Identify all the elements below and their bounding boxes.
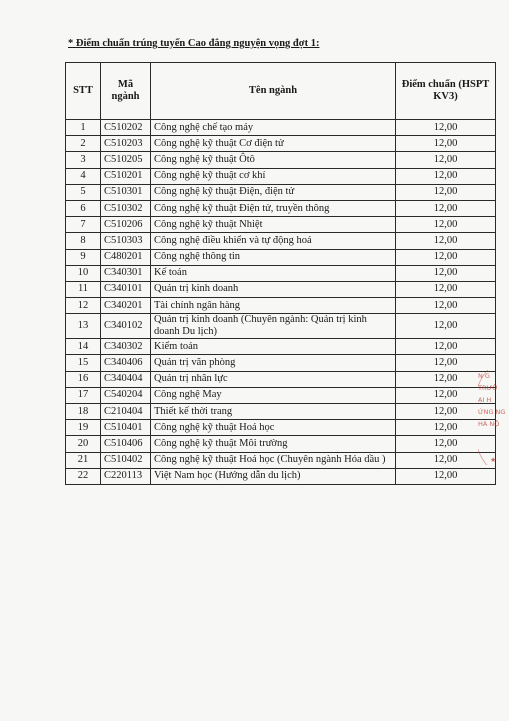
row-name: Thiết kế thời trang	[151, 404, 396, 420]
table-row	[66, 371, 496, 387]
row-name: Tài chính ngân hàng	[151, 298, 396, 314]
row-code: C340301	[101, 265, 151, 281]
table-row	[66, 120, 496, 136]
table-row	[66, 404, 496, 420]
row-name: Việt Nam học (Hướng dẫn du lịch)	[151, 468, 396, 484]
table-row	[66, 168, 496, 184]
row-score: 12,00	[396, 387, 496, 403]
row-score: 12,00	[396, 404, 496, 420]
row-score: 12,00	[396, 249, 496, 265]
row-stt: 1	[66, 120, 101, 136]
row-name: Công nghệ kỹ thuật Môi trường	[151, 436, 396, 452]
table-row	[66, 452, 496, 468]
row-name: Kiểm toán	[151, 339, 396, 355]
seal-text-line: N G	[478, 372, 490, 380]
table-row	[66, 184, 496, 200]
row-score: 12,00	[396, 468, 496, 484]
row-stt: 17	[66, 387, 101, 403]
row-code: C210404	[101, 404, 151, 420]
column-header-stt: STT	[66, 63, 101, 120]
row-score: 12,00	[396, 168, 496, 184]
table-body	[66, 120, 496, 485]
row-stt: 12	[66, 298, 101, 314]
row-code: C480201	[101, 249, 151, 265]
row-score: 12,00	[396, 452, 496, 468]
table-row	[66, 217, 496, 233]
row-code: C510402	[101, 452, 151, 468]
row-stt: 6	[66, 200, 101, 216]
column-header-name: Tên ngành	[151, 63, 396, 120]
row-name: Công nghệ kỹ thuật Hoá học	[151, 420, 396, 436]
row-stt: 10	[66, 265, 101, 281]
table-row	[66, 314, 496, 339]
row-name: Công nghệ kỹ thuật Cơ điện tử	[151, 136, 396, 152]
seal-text-line: HÀ NỘ	[478, 420, 500, 428]
table-row	[66, 436, 496, 452]
table-row	[66, 355, 496, 371]
row-name: Công nghệ May	[151, 387, 396, 403]
row-name: Quản trị nhân lực	[151, 371, 396, 387]
row-code: C540204	[101, 387, 151, 403]
row-stt: 5	[66, 184, 101, 200]
row-code: C510201	[101, 168, 151, 184]
row-stt: 16	[66, 371, 101, 387]
table-row	[66, 387, 496, 403]
row-name: Công nghệ điều khiển và tự động hoá	[151, 233, 396, 249]
row-score: 12,00	[396, 233, 496, 249]
row-stt: 15	[66, 355, 101, 371]
row-name: Quản trị kinh doanh	[151, 281, 396, 297]
row-name: Công nghệ kỹ thuật Điện tử, truyền thông	[151, 200, 396, 216]
seal-star-icon: ★	[490, 456, 497, 464]
row-score: 12,00	[396, 371, 496, 387]
row-stt: 19	[66, 420, 101, 436]
table-row	[66, 339, 496, 355]
table-row	[66, 298, 496, 314]
row-code: C510203	[101, 136, 151, 152]
row-score: 12,00	[396, 339, 496, 355]
row-name: Quản trị văn phòng	[151, 355, 396, 371]
row-code: C510303	[101, 233, 151, 249]
row-code: C510301	[101, 184, 151, 200]
row-code: C220113	[101, 468, 151, 484]
seal-text-line: TRƯỜ	[478, 384, 498, 392]
row-score: 12,00	[396, 355, 496, 371]
row-score: 12,00	[396, 217, 496, 233]
row-score: 12,00	[396, 136, 496, 152]
row-code: C340302	[101, 339, 151, 355]
row-name: Công nghệ kỹ thuật Ôtô	[151, 152, 396, 168]
row-code: C510205	[101, 152, 151, 168]
row-score: 12,00	[396, 314, 496, 339]
row-stt: 2	[66, 136, 101, 152]
row-stt: 3	[66, 152, 101, 168]
row-score: 12,00	[396, 281, 496, 297]
table-row	[66, 420, 496, 436]
table-header-row	[66, 63, 496, 120]
row-code: C340201	[101, 298, 151, 314]
row-name: Công nghệ kỹ thuật cơ khí	[151, 168, 396, 184]
section-heading: * Điểm chuẩn trúng tuyển Cao đẳng nguyện vọng đợt 1:	[68, 38, 320, 49]
row-stt: 22	[66, 468, 101, 484]
row-code: C340406	[101, 355, 151, 371]
row-stt: 20	[66, 436, 101, 452]
column-header-code: Mã ngành	[101, 63, 151, 120]
row-stt: 21	[66, 452, 101, 468]
row-code: C510202	[101, 120, 151, 136]
row-score: 12,00	[396, 420, 496, 436]
table-row	[66, 281, 496, 297]
row-stt: 11	[66, 281, 101, 297]
row-name: Công nghệ chế tạo máy	[151, 120, 396, 136]
row-code: C510206	[101, 217, 151, 233]
table-row	[66, 468, 496, 484]
admission-scores-table	[65, 62, 496, 485]
row-stt: 14	[66, 339, 101, 355]
row-name: Công nghệ kỹ thuật Nhiệt	[151, 217, 396, 233]
table-row	[66, 136, 496, 152]
row-code: C340404	[101, 371, 151, 387]
row-stt: 8	[66, 233, 101, 249]
row-stt: 13	[66, 314, 101, 339]
row-code: C510406	[101, 436, 151, 452]
seal-text-line: ỨNG NG	[478, 408, 506, 416]
row-score: 12,00	[396, 200, 496, 216]
row-name: Quản trị kinh doanh (Chuyên ngành: Quản trị kinh doanh Du lịch)	[151, 314, 396, 339]
row-score: 12,00	[396, 436, 496, 452]
row-stt: 7	[66, 217, 101, 233]
row-name: Công nghệ kỹ thuật Hoá học (Chuyên ngành Hóa dầu )	[151, 452, 396, 468]
row-stt: 9	[66, 249, 101, 265]
row-stt: 18	[66, 404, 101, 420]
row-code: C510401	[101, 420, 151, 436]
row-score: 12,00	[396, 152, 496, 168]
row-name: Công nghệ thông tin	[151, 249, 396, 265]
column-header-score: Điểm chuẩn (HSPT KV3)	[396, 63, 496, 120]
table-row	[66, 233, 496, 249]
row-name: Kế toán	[151, 265, 396, 281]
seal-text-line: ẠI H	[478, 396, 492, 404]
table-row	[66, 152, 496, 168]
row-score: 12,00	[396, 298, 496, 314]
row-score: 12,00	[396, 265, 496, 281]
row-code: C340101	[101, 281, 151, 297]
row-name: Công nghệ kỹ thuật Điện, điện tử	[151, 184, 396, 200]
seal-ring	[478, 370, 509, 465]
table-row	[66, 249, 496, 265]
row-code: C510302	[101, 200, 151, 216]
row-score: 12,00	[396, 120, 496, 136]
row-stt: 4	[66, 168, 101, 184]
table-row	[66, 200, 496, 216]
table-row	[66, 265, 496, 281]
official-seal	[478, 370, 509, 465]
row-code: C340102	[101, 314, 151, 339]
row-score: 12,00	[396, 184, 496, 200]
